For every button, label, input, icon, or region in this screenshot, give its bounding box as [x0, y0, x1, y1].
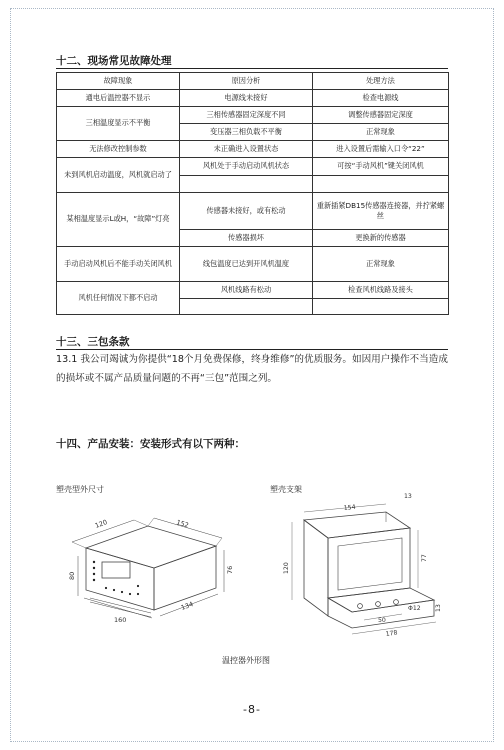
symptom-cell: 无法修改控制参数 — [57, 141, 180, 158]
dim-bracket-depth: 77 — [421, 554, 428, 562]
dim-hole-pitch: 50 — [378, 617, 386, 624]
warranty-paragraph: 13.1 我公司竭诚为你提供“18个月免费保修，终身维修”的优质服务。如因用户操作不当造成的损坏或不属产品质量问题的不再“三包”范围之列。 — [56, 354, 448, 384]
fix-cell — [313, 176, 449, 193]
dim-bracket-width: 154 — [343, 503, 356, 512]
fix-cell: 检查电源线 — [313, 90, 449, 107]
case-side-face — [154, 546, 216, 610]
table-row — [57, 247, 449, 282]
section-14-title: 十四、产品安装：安装形式有以下两种： — [56, 438, 245, 450]
section-12-rule — [56, 68, 448, 69]
dim-base-thickness: 13 — [435, 604, 442, 612]
plastic-bracket-label: 塑壳支架 — [270, 485, 302, 494]
cause-cell — [180, 176, 313, 193]
case-front-face — [86, 548, 154, 610]
symptom-cell: 某相温度显示L或H，“故障”灯亮 — [57, 193, 180, 247]
symptom-cell: 手动启动风机后不能手动关闭风机 — [57, 247, 180, 282]
dim-top-depth: 120 — [93, 518, 109, 530]
table-row — [57, 141, 449, 158]
fix-cell: 正常现象 — [313, 124, 449, 141]
fix-cell: 重新插紧DB15传感器连接器，并拧紧螺丝 — [313, 193, 449, 230]
bracket-opening — [338, 538, 402, 590]
fix-cell: 可按“手动风机”键关闭风机 — [313, 158, 449, 176]
dim-bracket-thickness: 13 — [404, 493, 412, 500]
cause-cell: 风机线路有松动 — [180, 282, 313, 299]
symptom-cell: 通电后温控器不显示 — [57, 90, 180, 107]
case-dimension-drawing — [56, 498, 256, 648]
plastic-case-dims-label: 塑壳型外尺寸 — [56, 485, 104, 494]
cause-cell: 线包温度已达到开风机温度 — [180, 247, 313, 282]
dim-side-depth: 134 — [179, 600, 195, 612]
table-header-row — [57, 73, 449, 90]
dim-base-width: 178 — [385, 629, 398, 638]
dim-top-width: 152 — [175, 518, 190, 530]
dim-front-width: 160 — [114, 616, 127, 624]
fix-cell: 检查风机线路及接头 — [313, 282, 449, 299]
table-row — [57, 282, 449, 299]
fix-cell: 正常现象 — [313, 247, 449, 282]
cause-cell: 风机处于手动启动风机状态 — [180, 158, 313, 176]
dim-side-height: 76 — [226, 565, 234, 574]
cause-cell: 未正确进入设置状态 — [180, 141, 313, 158]
case-display-window — [102, 562, 130, 578]
bracket-mount-holes — [358, 600, 399, 609]
section-12-title: 十二、现场常见故障处理 — [56, 55, 172, 67]
bracket-left-side — [304, 520, 328, 616]
fix-cell: 更换新的传感器 — [313, 230, 449, 247]
table-row — [57, 107, 449, 124]
symptom-cell: 三相温度显示不平衡 — [57, 107, 180, 141]
symptom-cell: 风机任何情况下都不启动 — [57, 282, 180, 315]
cause-cell: 传感器未接好，或有松动 — [180, 193, 313, 230]
dim-hole-diameter: Φ12 — [408, 605, 421, 612]
col-header-symptom: 故障现象 — [57, 73, 180, 90]
fix-cell: 进入设置后需输入口令“22” — [313, 141, 449, 158]
figure-caption: 温控器外形图 — [222, 656, 270, 665]
fix-cell — [313, 299, 449, 315]
page-number: -8- — [243, 703, 261, 716]
symptom-cell: 未到风机启动温度，风机就启动了 — [57, 158, 180, 193]
cause-cell: 三相传感器固定深度不同 — [180, 107, 313, 124]
cause-cell: 传感器损坏 — [180, 230, 313, 247]
cause-cell — [180, 299, 313, 315]
table-row — [57, 90, 449, 107]
col-header-cause: 原因分析 — [180, 73, 313, 90]
section-13-title: 十三、三包条款 — [56, 336, 130, 348]
table-row — [57, 193, 449, 230]
dim-bracket-height: 120 — [283, 562, 290, 574]
fix-cell: 调整传感器固定深度 — [313, 107, 449, 124]
col-header-fix: 处理方法 — [313, 73, 449, 90]
bracket-drawing — [268, 488, 450, 638]
cause-cell: 电源线未接好 — [180, 90, 313, 107]
dim-front-height: 80 — [68, 571, 76, 580]
table-row — [57, 158, 449, 176]
cause-cell: 变压器三相负载不平衡 — [180, 124, 313, 141]
fault-table — [56, 72, 449, 315]
